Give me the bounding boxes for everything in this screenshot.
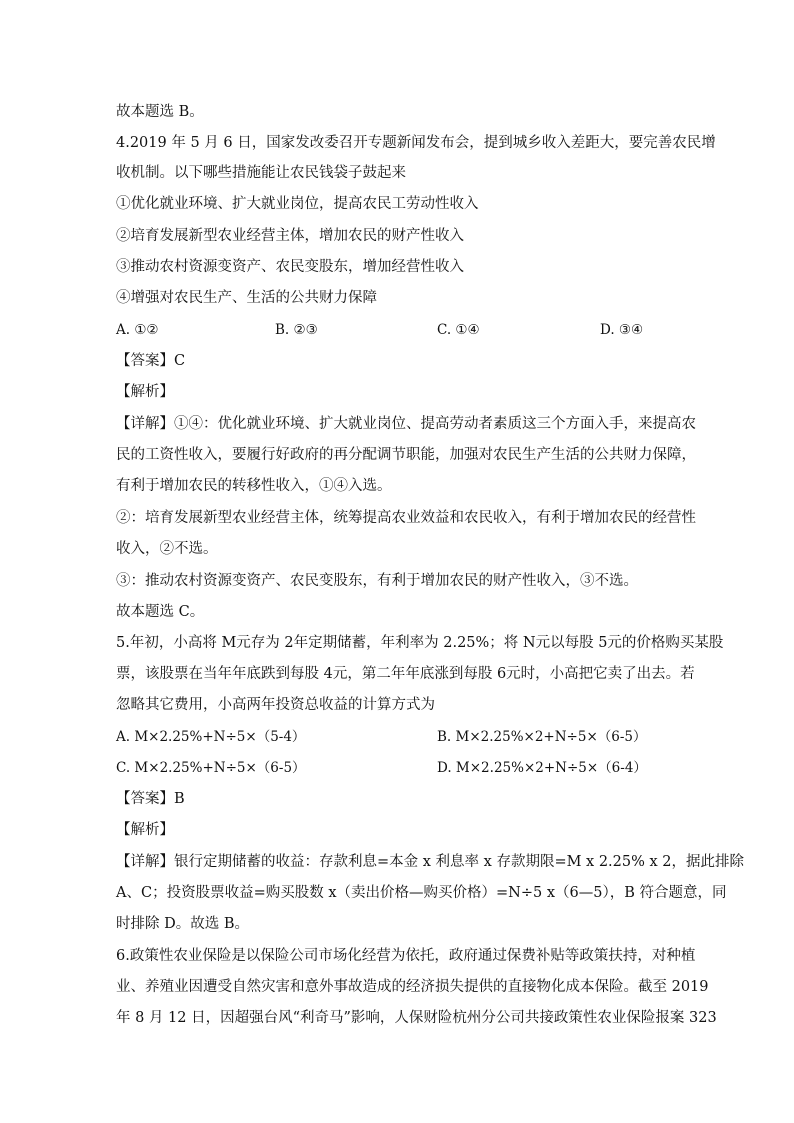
q4-option-d: D. ③④ (600, 322, 644, 338)
explanation-line: 民的工资性收入，要履行好政府的再分配调节职能，加强对农民生产生活的公共财力保障， (116, 447, 696, 463)
question-6-stem-cont: 年 8 月 12 日，因超强台风“利奇马”影响，人保财险杭州分公司共接政策性农业保险报案 323 (116, 1010, 717, 1026)
conclusion-line: 故本题选 C。 (116, 604, 205, 620)
explanation-line: 【详解】①④：优化就业环境、扩大就业岗位、提高劳动者素质这三个方面入手，来提高农 (116, 416, 696, 432)
question-4-stem: 4.2019 年 5 月 6 日，国家发改委召开专题新闻发布会，提到城乡收入差距大，要完善农民增 (116, 135, 716, 151)
explanation-line: ③：推动农村资源变资产、农民变股东，有利于增加农民的财产性收入，③不选。 (116, 573, 638, 589)
q4-option-a: A. ①② (116, 322, 159, 338)
question-6-stem-cont: 业、养殖业因遭受自然灾害和意外事故造成的经济损失提供的直接物化成本保险。截至 2019 (116, 979, 709, 995)
question-5-stem-cont: 票，该股票在当年年底跌到每股 4元，第二年年底涨到每股 6元时，小高把它卖了出去。若 (116, 666, 695, 682)
question-4-stem-cont: 收机制。以下哪些措施能让农民钱袋子鼓起来 (116, 165, 406, 181)
explanation-line: A、C；投资股票收益=购买股数 x（卖出价格—购买价格）=N÷5 x（6—5），B 符合题意，同 (116, 885, 727, 901)
q4-option-c: C. ①④ (437, 322, 480, 338)
analysis-label: 【解析】 (116, 822, 174, 838)
question-5-stem-cont: 忽略其它费用，小高两年投资总收益的计算方式为 (116, 697, 435, 713)
question-5-stem: 5.年初，小高将 M元存为 2年定期储蓄，年利率为 2.25%；将 N元以每股 5元的价格购买某股 (116, 635, 724, 651)
answer-label: 【答案】B (116, 791, 185, 807)
explanation-line: 时排除 D。故选 B。 (116, 916, 249, 932)
analysis-label: 【解析】 (116, 384, 174, 400)
q5-option-d: D. M×2.25%×2+N÷5×（6-4） (437, 760, 647, 776)
question-6-stem: 6.政策性农业保险是以保险公司市场化经营为依托，政府通过保费补贴等政策扶持，对种植 (116, 948, 696, 964)
q5-option-a: A. M×2.25%+N÷5×（5-4） (116, 729, 306, 745)
text-line: 故本题选 B。 (116, 104, 204, 120)
explanation-line: 收入，②不选。 (116, 541, 218, 557)
explanation-line: ②：培育发展新型农业经营主体，统筹提高农业效益和农民收入，有利于增加农民的经营性 (116, 510, 696, 526)
statement-2: ②培育发展新型农业经营主体，增加农民的财产性收入 (116, 228, 464, 244)
q5-option-c: C. M×2.25%+N÷5×（6-5） (116, 760, 306, 776)
q4-option-b: B. ②③ (275, 322, 318, 338)
statement-1: ①优化就业环境、扩大就业岗位，提高农民工劳动性收入 (116, 196, 479, 212)
statement-3: ③推动农村资源变资产、农民变股东，增加经营性收入 (116, 259, 464, 275)
q5-option-b: B. M×2.25%×2+N÷5×（6-5） (437, 729, 647, 745)
explanation-line: 【详解】银行定期储蓄的收益：存款利息=本金 x 利息率 x 存款期限=M x 2.25% x 2，据此排除 (116, 854, 745, 870)
statement-4: ④增强对农民生产、生活的公共财力保障 (116, 290, 377, 306)
answer-label: 【答案】C (116, 353, 186, 369)
explanation-line: 有利于增加农民的转移性收入，①④入选。 (116, 478, 392, 494)
